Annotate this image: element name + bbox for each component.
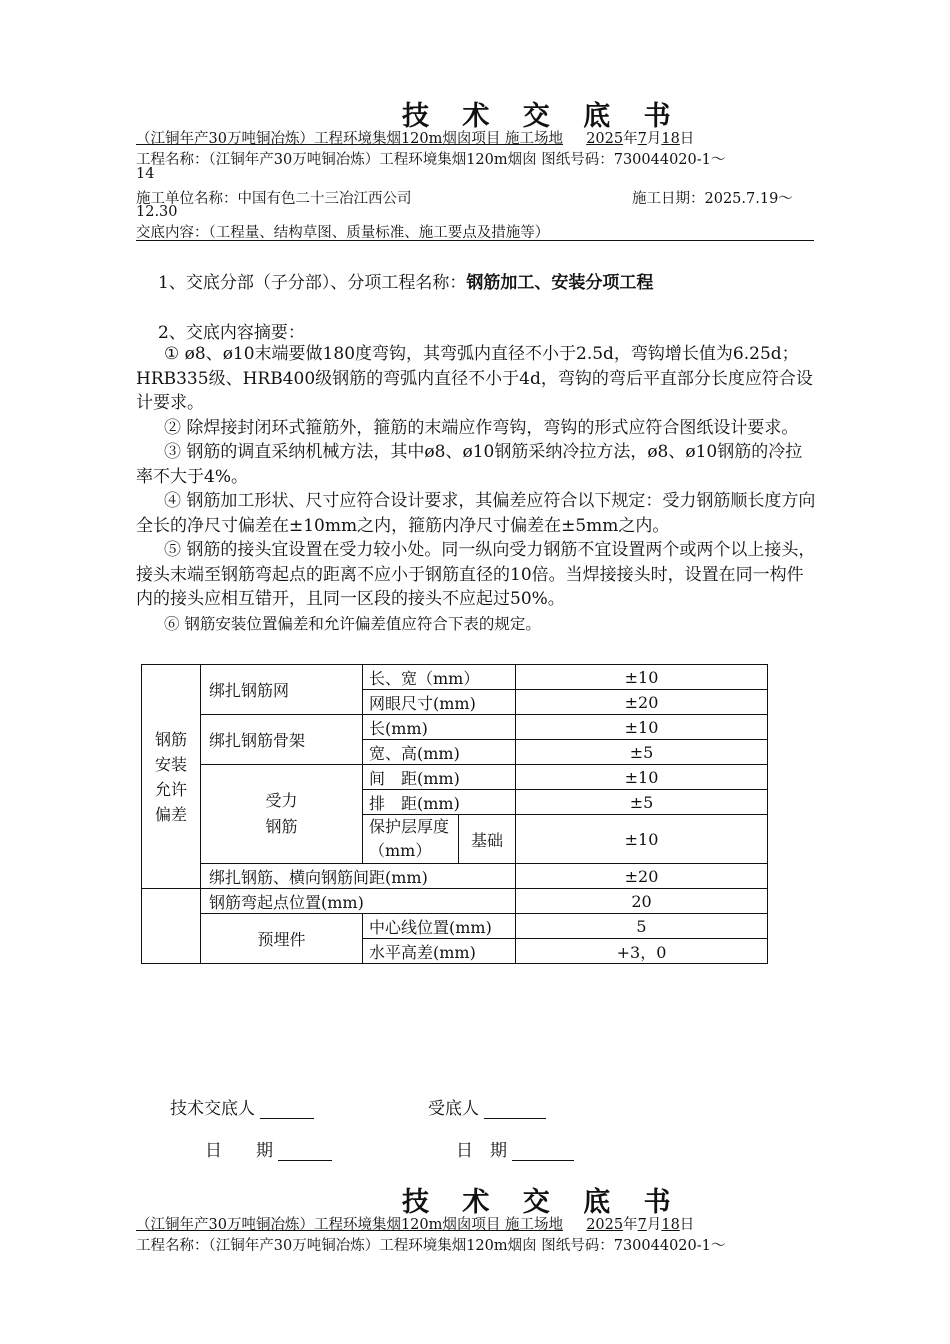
date-year-2: 2025 [586, 1217, 624, 1233]
item-4: ④ 钢筋加工形状、尺寸应符合设计要求，其偏差应符合以下规定：受力钢筋顺长度方向全长的净尺寸偏差在±10mm之内，箍筋内净尺寸偏差在±5mm之内。 [136, 491, 816, 536]
empty-cell [142, 889, 201, 914]
date1-line[interactable] [278, 1142, 332, 1161]
mesh-grid: 网眼尺寸(mm) [363, 690, 516, 715]
cage-label: 绑扎钢筋骨架 [201, 715, 363, 765]
section1-value: 钢筋加工、安装分项工程 [466, 273, 654, 293]
item-5: ⑤ 钢筋的接头宜设置在受力较小处。同一纵向受力钢筋不宜设置两个或两个以上接头，接头末端至钢筋弯起点的距离不应小于钢筋直径的10倍。当焊接接头时，设置在同一构件内的接头应相互错开，且同一区段的接头不应起过50%。 [136, 540, 816, 609]
header-project-line [136, 127, 694, 148]
embed-level-val: +3，0 [516, 939, 768, 964]
embed-center-val: 5 [516, 914, 768, 939]
table-row [142, 914, 768, 939]
row-spacing-val: ±5 [516, 790, 768, 815]
cage-wh: 宽、高(mm) [363, 740, 516, 765]
item-1: ① ø8、ø10末端要做180度弯钩，其弯弧内直径不小于2.5d，弯钩增长值为6.25d；HRB335级、HRB400级钢筋的弯弧内直径不小于4d，弯钩的弯后平直部分长度应符合设计要求。 [136, 344, 813, 413]
stirrup: 绑扎钢筋、横向钢筋间距(mm) [201, 864, 516, 889]
construction-date-cont: 12.30 [136, 204, 178, 220]
table-row [142, 665, 768, 690]
cage-len: 长(mm) [363, 715, 516, 740]
date2-label: 日 期 [456, 1141, 507, 1161]
date-month-unit: 月 [646, 131, 662, 147]
force-label [201, 765, 363, 864]
bend: 钢筋弯起点位置(mm) [201, 889, 516, 914]
receiver-label: 受底人 [428, 1099, 479, 1119]
receiver-sign [428, 1094, 546, 1119]
cover: 保护层厚度（mm） [363, 815, 459, 864]
header-project-2: （江铜年产30万吨铜冶炼）工程环境集烟120m烟囱项目 施工场地 [136, 1217, 563, 1233]
document-title: 技 术 交 底 书 [402, 101, 683, 132]
cage-wh-val: ±5 [516, 740, 768, 765]
cage-len-val: ±10 [516, 715, 768, 740]
section1-label: 1、交底分部（子分部）、分项工程名称： [158, 273, 467, 293]
date-year: 2025 [586, 131, 624, 147]
date-day-unit: 日 [679, 131, 695, 147]
mesh-len-val: ±10 [516, 665, 768, 690]
project-name-line-2: 工程名称：（江铜年产30万吨铜冶炼）工程环境集烟120m烟囱 图纸号码：730044020-1～ [136, 1238, 726, 1254]
group-label: 钢筋安装允许偏差 [142, 665, 201, 889]
date-day: 18 [661, 131, 680, 147]
content-line: 交底内容：（工程量、结构草图、质量标准、施工要点及措施等） [136, 225, 550, 241]
document-title-2: 技 术 交 底 书 [402, 1187, 683, 1218]
tech-person-label: 技术交底人 [170, 1099, 255, 1119]
spacing-val: ±10 [516, 765, 768, 790]
date-month-2: 7 [637, 1217, 647, 1233]
empty-cell [142, 914, 201, 964]
spacing: 间 距(mm) [363, 765, 516, 790]
table-row [142, 715, 768, 740]
date2-sign [456, 1136, 574, 1161]
header-project: （江铜年产30万吨铜冶炼）工程环境集烟120m烟囱项目 施工场地 [136, 131, 563, 147]
construction-date: 施工日期：2025.7.19～ [632, 191, 793, 207]
date-day-2: 18 [661, 1217, 680, 1233]
section2-body [136, 342, 816, 636]
embed-center: 中心线位置(mm) [363, 914, 516, 939]
table-row [142, 889, 768, 914]
date-year-unit: 年 [623, 131, 638, 147]
header-project-line-2 [136, 1213, 694, 1234]
mesh-grid-val: ±20 [516, 690, 768, 715]
force-label-2: 钢筋 [265, 817, 298, 836]
cover-val: ±10 [516, 815, 768, 864]
date-month: 7 [637, 131, 647, 147]
cover-sub: 基础 [459, 815, 516, 864]
date1-sign [205, 1136, 332, 1161]
section2-label: 2、交底内容摘要： [158, 323, 305, 343]
project-name-line: 工程名称：（江铜年产30万吨铜冶炼）工程环境集烟120m烟囱 图纸号码：730044020-1～ [136, 152, 726, 168]
date2-line[interactable] [512, 1142, 574, 1161]
header-divider [136, 240, 814, 241]
tech-person-sign [170, 1094, 314, 1119]
stirrup-val: ±20 [516, 864, 768, 889]
mesh-label: 绑扎钢筋网 [201, 665, 363, 715]
force-label-1: 受力 [265, 791, 298, 810]
item-3: ③ 钢筋的调直采纳机械方法，其中ø8、ø10钢筋采纳冷拉方法，ø8、ø10钢筋的冷拉率不大于4%。 [136, 442, 803, 487]
table-row [142, 864, 768, 889]
embed-level: 水平高差(mm) [363, 939, 516, 964]
date-year-unit-2: 年 [623, 1217, 638, 1233]
project-name-line-cont: 14 [136, 166, 155, 182]
tolerance-table [141, 664, 768, 964]
embed-label: 预埋件 [201, 914, 363, 964]
row-spacing: 排 距(mm) [363, 790, 516, 815]
item-6: ⑥ 钢筋安装位置偏差和允许偏差值应符合下表的规定。 [164, 614, 541, 633]
item-2: ② 除焊接封闭环式箍筋外，箍筋的末端应作弯钩，弯钩的形式应符合图纸设计要求。 [164, 417, 799, 438]
receiver-line[interactable] [484, 1100, 546, 1119]
contractor-line: 施工单位名称：中国有色二十三冶江西公司 [136, 191, 412, 207]
mesh-len: 长、宽（mm） [363, 665, 516, 690]
date1-label: 日 期 [205, 1141, 273, 1161]
tech-person-line[interactable] [260, 1100, 314, 1119]
date-month-unit-2: 月 [646, 1217, 662, 1233]
date-day-unit-2: 日 [679, 1217, 695, 1233]
table-row [142, 765, 768, 790]
section1 [158, 268, 653, 293]
bend-val: 20 [516, 889, 768, 914]
